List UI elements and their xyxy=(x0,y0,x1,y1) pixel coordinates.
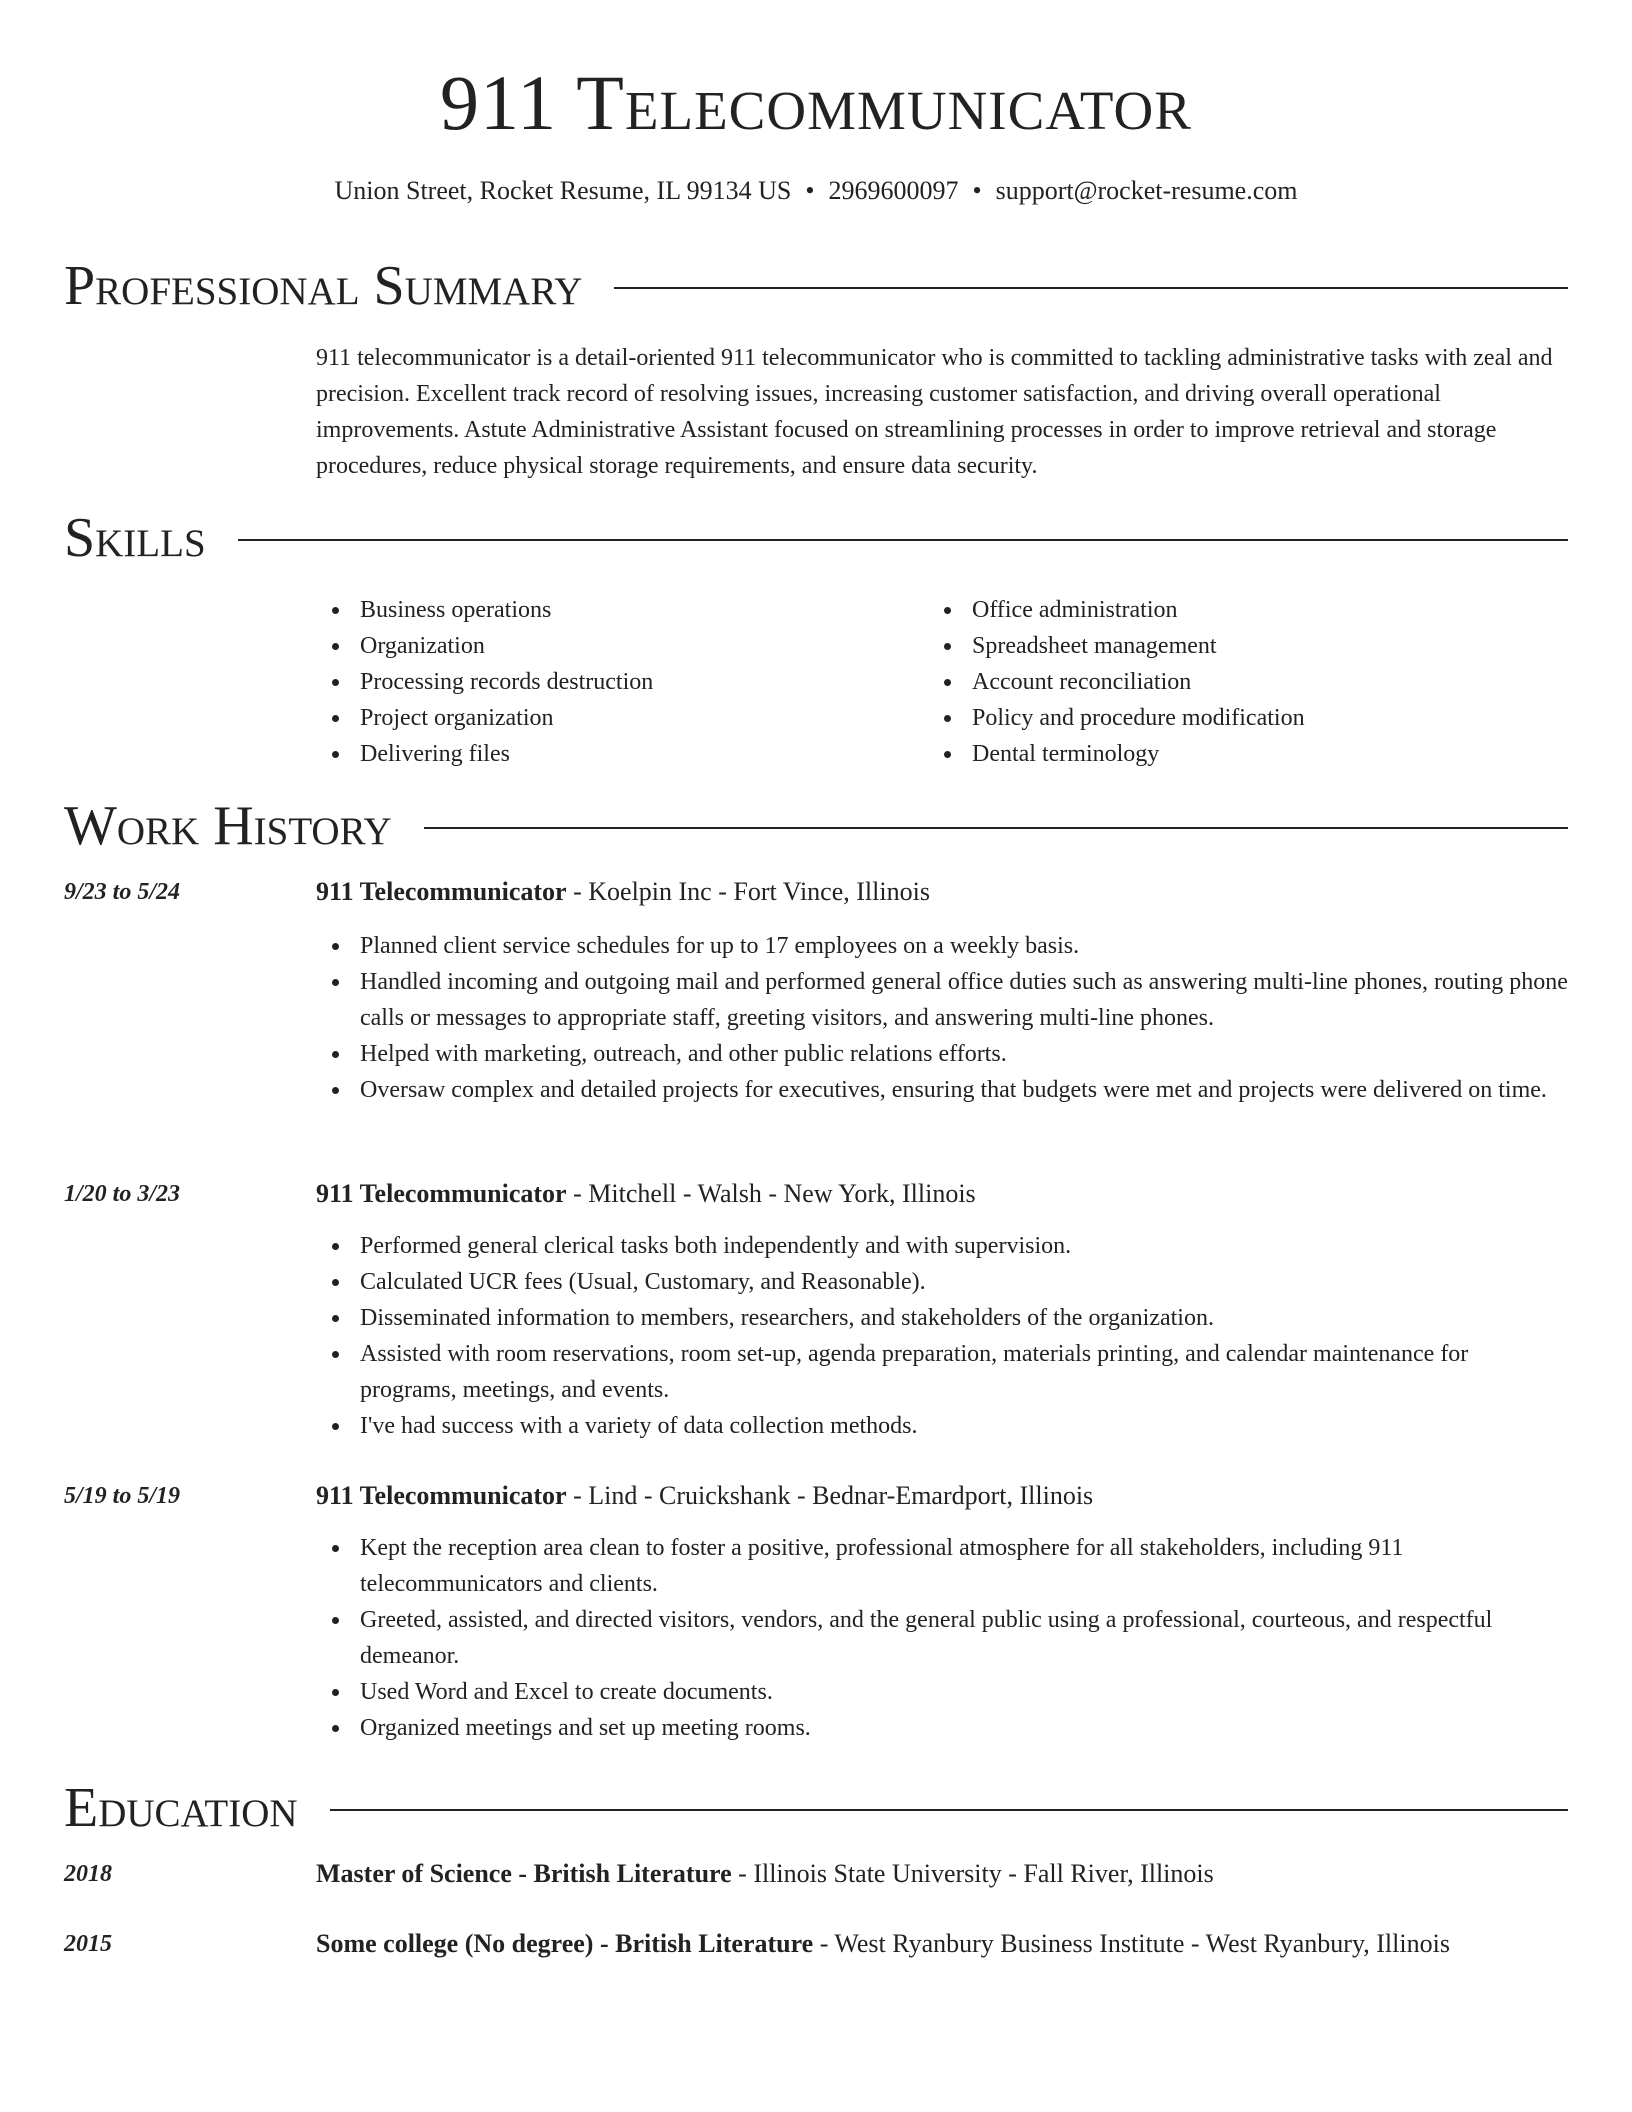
education-heading xyxy=(316,1926,1568,1962)
skill-item: Office administration xyxy=(928,592,1488,628)
job-details: - Koelpin Inc - Fort Vince, Illinois xyxy=(566,877,930,906)
job-heading xyxy=(316,1176,1568,1212)
job-bullet: Organized meetings and set up meeting rooms. xyxy=(316,1710,1568,1746)
job-dates: 9/23 to 5/24 xyxy=(64,879,181,905)
contact-separator: • xyxy=(805,176,815,205)
section-divider xyxy=(424,827,1568,829)
section-title: Skills xyxy=(64,507,206,569)
job-title: 911 Telecommunicator xyxy=(316,877,567,906)
job-bullet: Oversaw complex and detailed projects for executives, ensuring that budgets were met and projects were delivered on time. xyxy=(316,1072,1568,1108)
section-header-summary xyxy=(64,254,1568,318)
skill-item: Account reconciliation xyxy=(928,664,1488,700)
education-details: - Illinois State University - Fall River, Illinois xyxy=(731,1859,1214,1888)
contact-address: Union Street, Rocket Resume, IL 99134 US xyxy=(334,176,792,205)
job-bullet: Greeted, assisted, and directed visitors, vendors, and the general public using a professional, courteous, and respectful demeanor. xyxy=(316,1602,1568,1674)
skill-item: Processing records destruction xyxy=(316,664,876,700)
skill-item: Delivering files xyxy=(316,736,876,772)
section-divider xyxy=(330,1809,1568,1811)
section-header-education xyxy=(64,1776,1568,1840)
job-bullet: Performed general clerical tasks both independently and with supervision. xyxy=(316,1228,1568,1264)
skill-item: Dental terminology xyxy=(928,736,1488,772)
job-title: 911 Telecommunicator xyxy=(316,1179,567,1208)
education-heading xyxy=(316,1856,1568,1892)
job-details: - Mitchell - Walsh - New York, Illinois xyxy=(566,1179,976,1208)
skill-item: Project organization xyxy=(316,700,876,736)
job-title: 911 Telecommunicator xyxy=(316,1481,567,1510)
job-dates: 1/20 to 3/23 xyxy=(64,1181,181,1207)
job-bullets xyxy=(316,1228,1568,1444)
education-year: 2015 xyxy=(64,1931,112,1957)
job-bullet: Helped with marketing, outreach, and other public relations efforts. xyxy=(316,1036,1568,1072)
job-bullet: Planned client service schedules for up to 17 employees on a weekly basis. xyxy=(316,928,1568,964)
education-year: 2018 xyxy=(64,1861,112,1887)
job-bullets xyxy=(316,1530,1568,1746)
section-divider xyxy=(614,287,1568,289)
job-heading xyxy=(316,874,1568,910)
job-bullet: I've had success with a variety of data collection methods. xyxy=(316,1408,1568,1444)
skill-item: Business operations xyxy=(316,592,876,628)
job-bullet: Kept the reception area clean to foster a positive, professional atmosphere for all stakeholders, including 911 telecommunicators and clients. xyxy=(316,1530,1568,1602)
education-details: - West Ryanbury Business Institute - West Ryanbury, Illinois xyxy=(813,1929,1450,1958)
section-title: Work History xyxy=(64,795,392,857)
education-degree: Master of Science - British Literature xyxy=(316,1859,732,1888)
summary-text: 911 telecommunicator is a detail-oriented 911 telecommunicator who is committed to tackling administrative tasks with zeal and precision. Excellent track record of resolving issues, increasing customer satisfaction, and driving overall operational improvements. Astute Administrative Assistant focused on streamlining processes in order to improve retrieval and storage procedures, reduce physical storage requirements, and ensure data security. xyxy=(316,345,1553,479)
contact-email: support@rocket-resume.com xyxy=(995,176,1298,205)
skills-list-right xyxy=(928,592,1488,772)
job-bullet: Handled incoming and outgoing mail and performed general office duties such as answering multi-line phones, routing phone calls or messages to appropriate staff, greeting visitors, and answering multi-line phones. xyxy=(316,964,1568,1036)
section-title: Professional Summary xyxy=(64,255,583,317)
contact-phone: 2969600097 xyxy=(828,176,959,205)
section-header-work xyxy=(64,794,1568,858)
candidate-name: 911 Telecommunicator xyxy=(440,59,1192,146)
job-dates: 5/19 to 5/19 xyxy=(64,1483,181,1509)
skill-item: Policy and procedure modification xyxy=(928,700,1488,736)
section-divider xyxy=(238,539,1568,541)
job-bullet: Assisted with room reservations, room set-up, agenda preparation, materials printing, and calendar maintenance for programs, meetings, and events. xyxy=(316,1336,1568,1408)
job-bullet: Used Word and Excel to create documents. xyxy=(316,1674,1568,1710)
skill-item: Spreadsheet management xyxy=(928,628,1488,664)
job-bullet: Disseminated information to members, researchers, and stakeholders of the organization. xyxy=(316,1300,1568,1336)
section-title: Education xyxy=(64,1777,298,1839)
job-heading xyxy=(316,1478,1568,1514)
contact-line xyxy=(0,173,1632,209)
job-bullets xyxy=(316,928,1568,1108)
job-bullet: Calculated UCR fees (Usual, Customary, and Reasonable). xyxy=(316,1264,1568,1300)
job-details: - Lind - Cruickshank - Bednar-Emardport, Illinois xyxy=(566,1481,1094,1510)
contact-separator: • xyxy=(972,176,982,205)
skill-item: Organization xyxy=(316,628,876,664)
section-header-skills xyxy=(64,506,1568,570)
education-degree: Some college (No degree) - British Literature xyxy=(316,1929,814,1958)
skills-list-left xyxy=(316,592,876,772)
